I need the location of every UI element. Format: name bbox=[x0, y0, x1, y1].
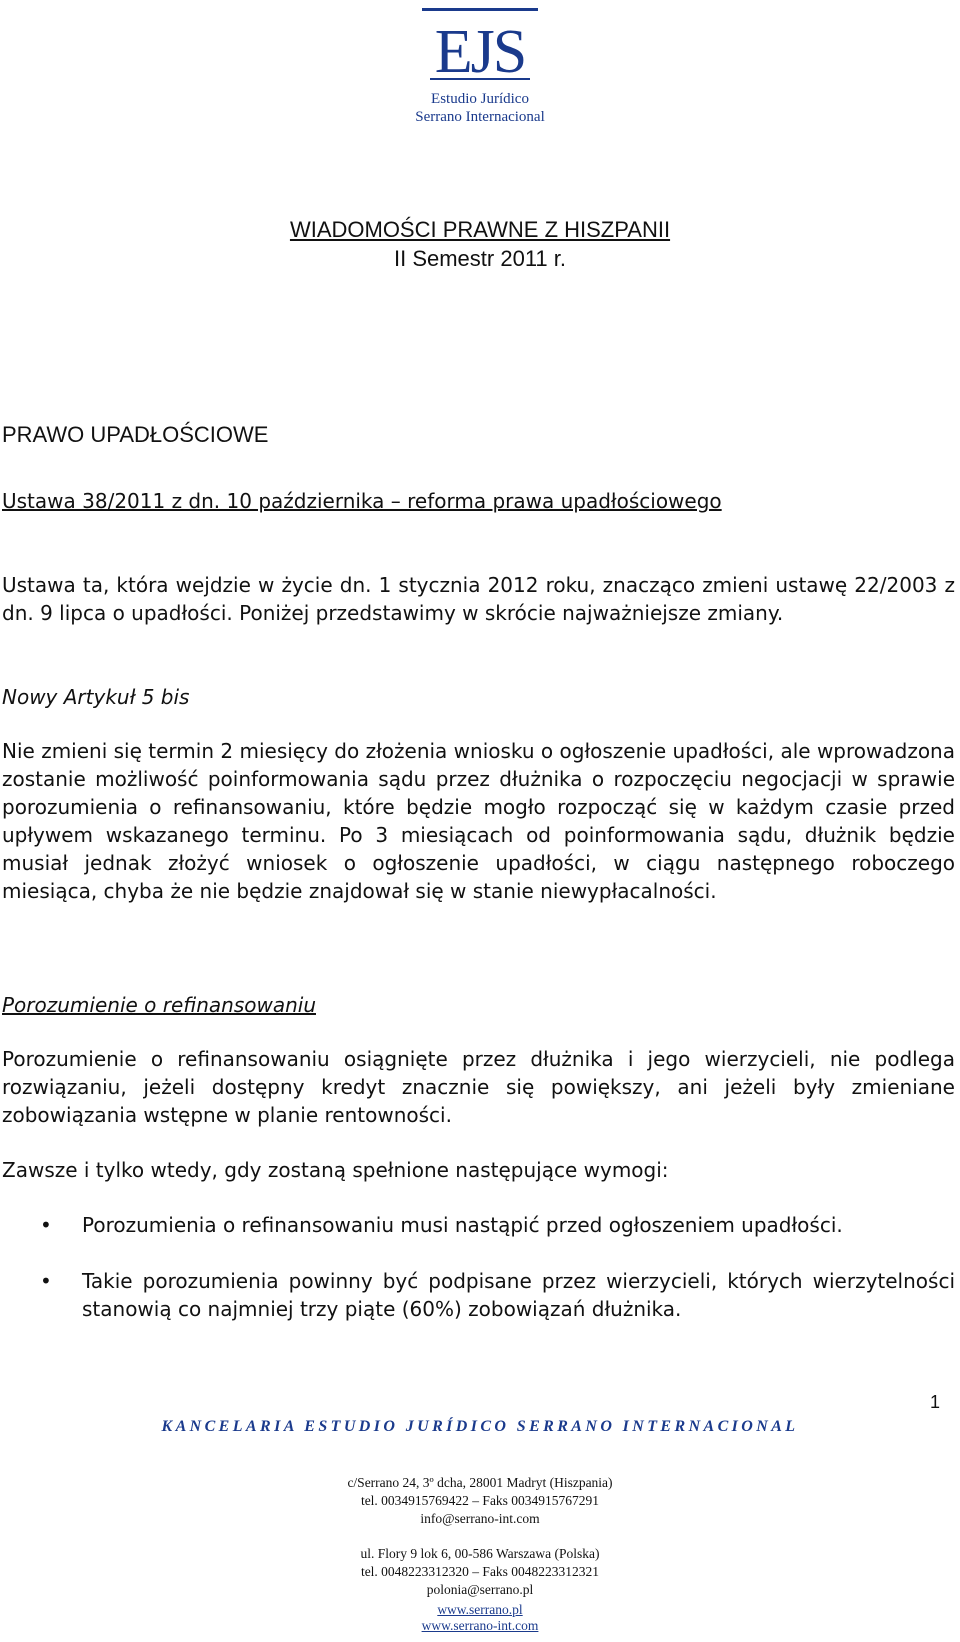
title-line-1: WIADOMOŚCI PRAWNE Z HISZPANII bbox=[289, 217, 671, 242]
bullet-icon: • bbox=[40, 1213, 52, 1237]
refinancing-heading: Porozumienie o refinansowaniu bbox=[2, 993, 316, 1017]
bullet-icon: • bbox=[40, 1269, 52, 1293]
title-line-2: II Semestr 2011 r. bbox=[393, 246, 566, 271]
article-body: Nie zmieni się termin 2 miesięcy do złożenia wniosku o ogłoszenie upadłości, ale wprowadzona zostanie możliwość poinformowania sądu przez dłużnika o rozpoczęciu negocjacji w sprawie porozumienia o refinansowaniu, które będzie mogło rozpocząć się w każdym czasie przed upływem wskazanego terminu. Po 3 miesiącach od poinformowania sądu, dłużnik będzie musiał jednak złożyć wniosek o ogłoszenie upadłości, w ciągu następnego roboczego miesiąca, chyba że nie będzie znajdował się w stanie niewypłacalności. bbox=[2, 739, 955, 903]
law-subheading: Ustawa 38/2011 z dn. 10 października – reforma prawa upadłościowego bbox=[2, 489, 722, 513]
company-logo bbox=[400, 6, 560, 132]
svg-text:Estudio Jurídico: Estudio Jurídico bbox=[431, 91, 529, 107]
bullet-text: Porozumienia o refinansowaniu musi nastąpić przed ogłoszeniem upadłości. bbox=[82, 1213, 843, 1237]
svg-text:EJS: EJS bbox=[434, 18, 526, 86]
madrid-phone: tel. 0034915769422 – Faks 0034915767291 bbox=[360, 1493, 600, 1508]
website-link-com[interactable]: www.serrano-int.com bbox=[421, 1618, 539, 1633]
document-title bbox=[0, 215, 960, 273]
intro-paragraph: Ustawa ta, która wejdzie w życie dn. 1 stycznia 2012 roku, znacząco zmieni ustawę 22/2003 z dn. 9 lipca o upadłości. Poniżej przedstawimy w skrócie najważniejsze zmiany. bbox=[2, 573, 955, 625]
conditions-intro: Zawsze i tylko wtedy, gdy zostaną spełnione następujące wymogi: bbox=[2, 1158, 669, 1182]
madrid-email[interactable]: info@serrano-int.com bbox=[420, 1511, 540, 1526]
madrid-address: c/Serrano 24, 3º dcha, 28001 Madryt (Hiszpania) bbox=[347, 1475, 613, 1490]
website-link-pl[interactable]: www.serrano.pl bbox=[437, 1602, 523, 1617]
footer-madrid-office bbox=[0, 1474, 960, 1528]
footer-warsaw-office bbox=[0, 1545, 960, 1599]
warsaw-phone: tel. 0048223312320 – Faks 0048223312321 bbox=[360, 1564, 600, 1579]
warsaw-email[interactable]: polonia@serrano.pl bbox=[426, 1582, 534, 1597]
article-heading: Nowy Artykuł 5 bis bbox=[2, 685, 190, 709]
svg-text:Serrano Internacional: Serrano Internacional bbox=[415, 109, 545, 125]
warsaw-address: ul. Flory 9 lok 6, 00-586 Warszawa (Polska) bbox=[360, 1546, 600, 1561]
page-number: 1 bbox=[929, 1392, 940, 1412]
ejs-logo-mark bbox=[400, 6, 560, 132]
list-item bbox=[40, 1211, 955, 1239]
footer-firm-name: KANCELARIA ESTUDIO JURÍDICO SERRANO INTERNACIONAL bbox=[161, 1418, 799, 1435]
section-heading: PRAWO UPADŁOŚCIOWE bbox=[2, 422, 269, 447]
bullet-text: Takie porozumienia powinny być podpisane przez wierzycieli, których wierzytelności stanowią co najmniej trzy piąte (60%) zobowiązań dłużnika. bbox=[82, 1269, 955, 1321]
list-item bbox=[40, 1267, 955, 1323]
refinancing-body: Porozumienie o refinansowaniu osiągnięte przez dłużnika i jego wierzycieli, nie podlega rozwiązaniu, jeżeli dostępny kredyt znacznie się powiększy, ani jeżeli były zmieniane zobowiązania wstępne w planie rentowności. bbox=[2, 1047, 955, 1127]
footer-websites bbox=[0, 1602, 960, 1634]
